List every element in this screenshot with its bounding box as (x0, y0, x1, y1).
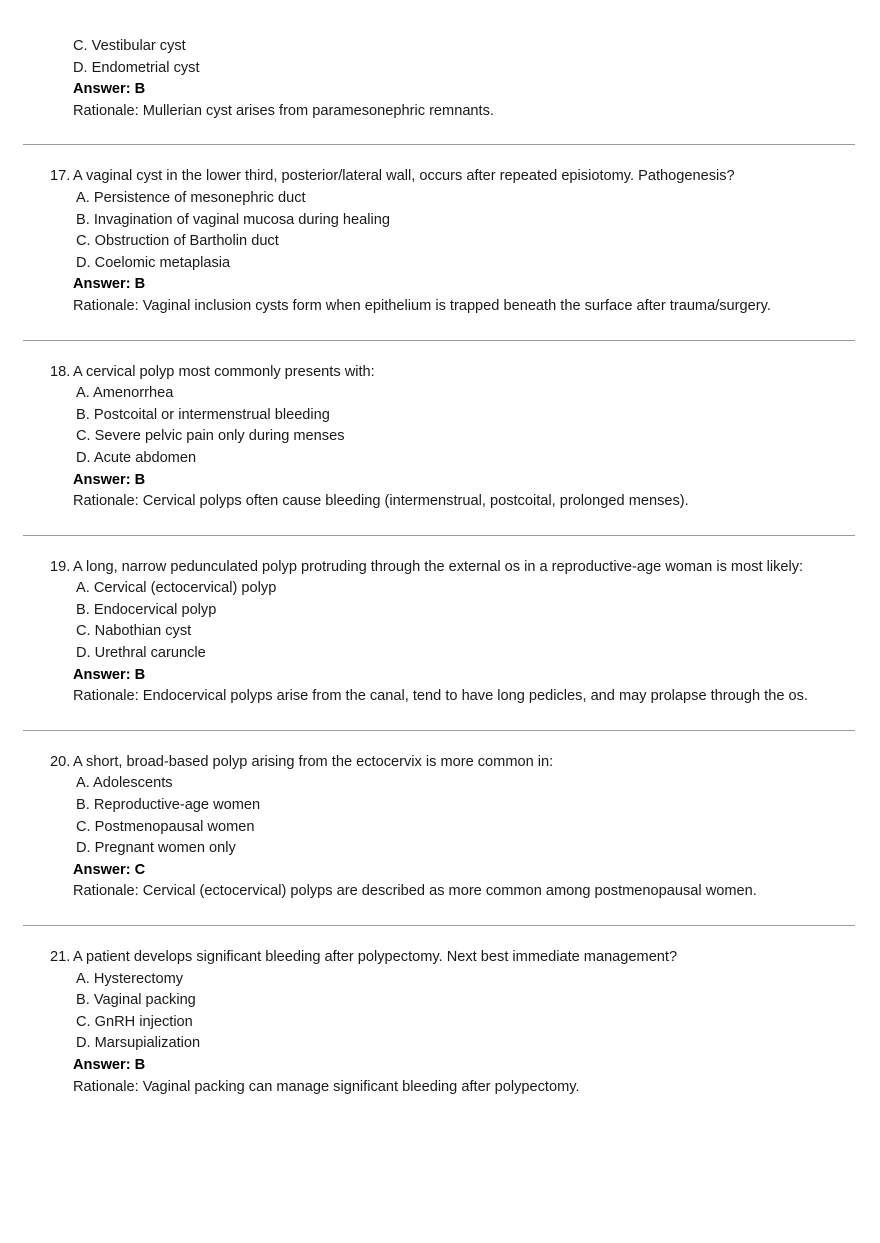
question-stem (50, 557, 854, 579)
block-gap (0, 145, 880, 166)
answer-line: Answer: B (73, 666, 146, 683)
question-number: 21. (50, 949, 71, 965)
question-block-21 (0, 947, 880, 1098)
option-item[interactable]: C. Severe pelvic pain only during menses (76, 428, 345, 445)
option-item: D. Endometrial cyst (73, 59, 200, 76)
page-top-margin (0, 0, 880, 36)
option-item[interactable]: A. Persistence of mesonephric duct (76, 189, 306, 206)
option-item[interactable]: C. Postmenopausal women (76, 818, 255, 835)
question-stem-text: A patient develops significant bleeding after polypectomy. Next best immediate management? (73, 949, 678, 965)
question-stem-text: A cervical polyp most commonly presents with: (73, 363, 375, 380)
answer-line: Answer: B (73, 276, 146, 293)
option-item[interactable]: B. Postcoital or intermenstrual bleeding (76, 406, 330, 423)
block-gap (0, 536, 880, 557)
rationale-line: Rationale: Cervical polyps often cause bleeding (intermenstrual, postcoital, prolonged menses). (73, 493, 689, 510)
question-block-20 (0, 752, 880, 903)
question-stem (50, 362, 854, 384)
question-stem (50, 752, 854, 774)
option-item[interactable]: A. Adolescents (76, 775, 173, 792)
option-item[interactable]: D. Marsupialization (76, 1035, 201, 1052)
block-gap (0, 903, 880, 925)
option-item[interactable]: C. GnRH injection (76, 1013, 193, 1030)
option-item[interactable]: A. Hysterectomy (76, 970, 184, 987)
block-gap (0, 708, 880, 730)
question-number: 18. (50, 363, 71, 380)
rationale-line: Rationale: Mullerian cyst arises from paramesonephric remnants. (73, 102, 494, 119)
block-gap (0, 731, 880, 752)
option-item[interactable]: B. Reproductive-age women (76, 797, 261, 814)
rationale-line: Rationale: Endocervical polyps arise from the canal, tend to have long pedicles, and may prolapse through the os. (73, 688, 808, 705)
question-stem (50, 166, 854, 188)
answer-line: Answer: B (73, 1056, 146, 1073)
question-stem-text: A long, narrow pedunculated polyp protruding through the external os in a reproductive-age woman is most likely: (73, 558, 804, 575)
option-item[interactable]: A. Cervical (ectocervical) polyp (76, 580, 277, 597)
option-item[interactable]: B. Invagination of vaginal mucosa during healing (76, 211, 390, 228)
question-block-17 (0, 166, 880, 317)
question-number: 17. (50, 168, 71, 185)
rationale-line: Rationale: Vaginal packing can manage significant bleeding after polypectomy. (73, 1078, 580, 1095)
answer-line: Answer: B (73, 471, 146, 488)
block-gap (0, 341, 880, 362)
rationale-line: Rationale: Cervical (ectocervical) polyps are described as more common among postmenopausal women. (73, 883, 757, 900)
question-number: 19. (50, 558, 71, 575)
answer-line: Answer: C (73, 861, 146, 878)
option-item: C. Vestibular cyst (73, 38, 186, 54)
question-stem-text: A vaginal cyst in the lower third, posterior/lateral wall, occurs after repeated episiotomy. Pathogenesis? (73, 168, 735, 185)
block-gap (0, 513, 880, 535)
question-block-18 (0, 362, 880, 513)
partial-question-block (0, 36, 880, 122)
option-item[interactable]: D. Urethral caruncle (76, 645, 206, 662)
rationale-line: Rationale: Vaginal inclusion cysts form when epithelium is trapped beneath the surface after trauma/surgery. (73, 297, 771, 314)
block-gap (0, 122, 880, 144)
option-item[interactable]: D. Pregnant women only (76, 840, 236, 857)
option-item[interactable]: D. Acute abdomen (76, 449, 197, 466)
question-stem-text: A short, broad-based polyp arising from the ectocervix is more common in: (73, 753, 554, 770)
answer-line: Answer: B (73, 81, 146, 98)
option-item[interactable]: C. Nabothian cyst (76, 623, 192, 640)
question-block-19 (0, 557, 880, 708)
option-item[interactable]: B. Vaginal packing (76, 992, 196, 1009)
question-number: 20. (50, 753, 71, 770)
option-item[interactable]: B. Endocervical polyp (76, 601, 217, 618)
question-stem (50, 947, 854, 969)
option-item[interactable]: D. Coelomic metaplasia (76, 254, 231, 271)
block-gap (0, 926, 880, 947)
block-gap (0, 318, 880, 340)
option-item[interactable]: A. Amenorrhea (76, 385, 174, 402)
option-item[interactable]: C. Obstruction of Bartholin duct (76, 233, 279, 250)
